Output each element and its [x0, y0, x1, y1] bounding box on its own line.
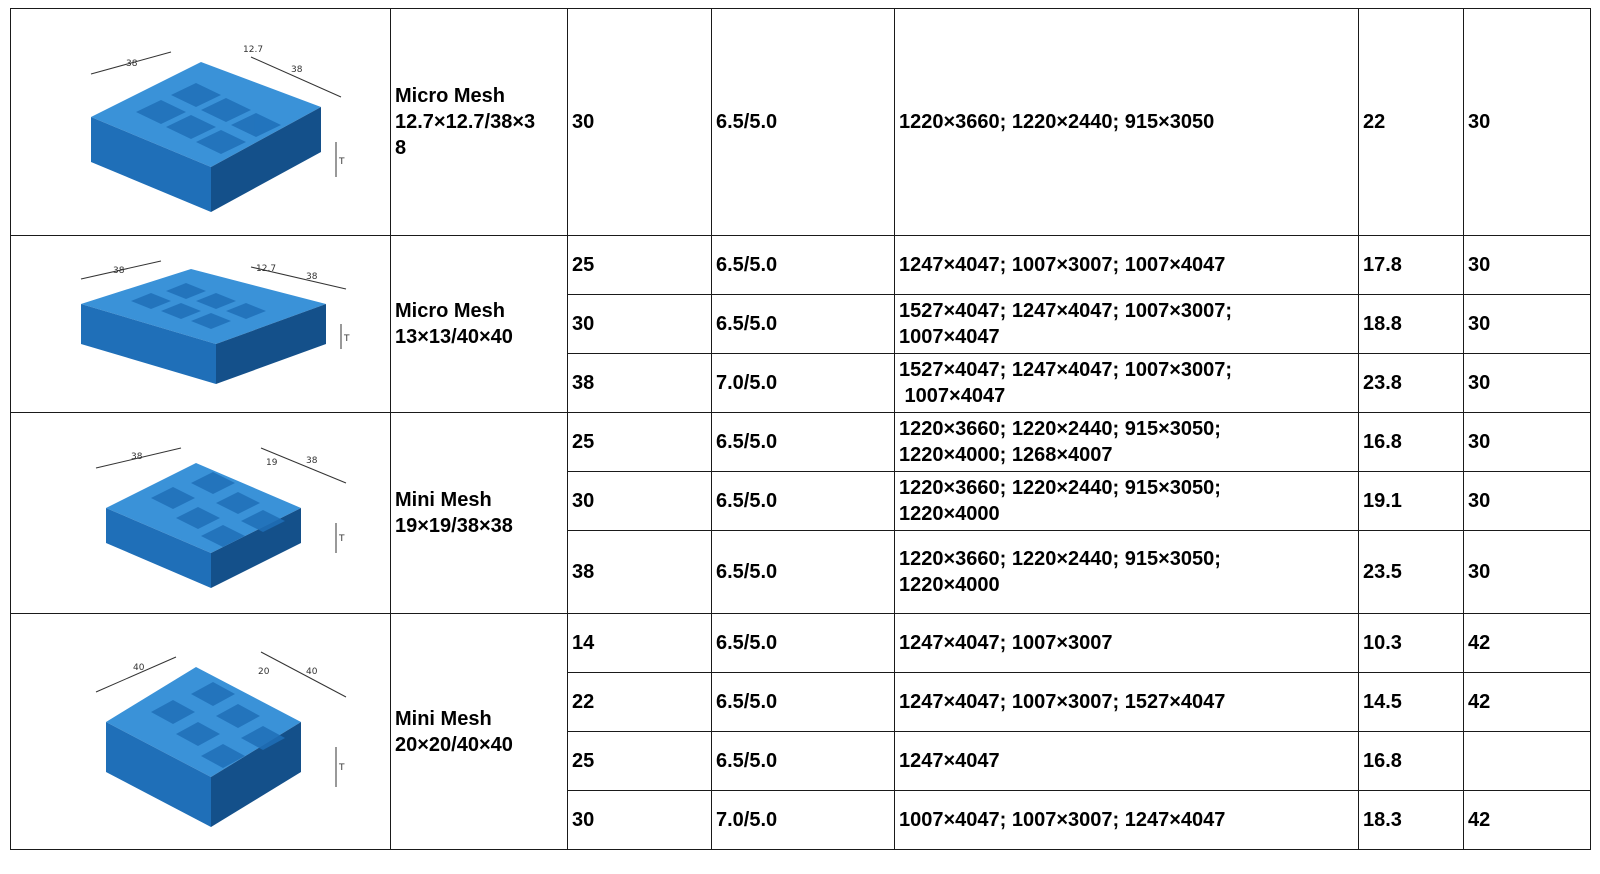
dimension-label: 38 — [305, 456, 317, 466]
load-cell: 6.5/5.0 — [712, 413, 895, 472]
sizes-cell — [895, 354, 1359, 413]
thickness-cell: 30 — [568, 9, 712, 236]
size-line: 1220×3660; 1220×2440; 915×3050 — [899, 111, 1215, 133]
model-spec: 12.7×12.7/38×3 — [395, 111, 536, 133]
thickness-cell: 25 — [568, 236, 712, 295]
load-cell: 7.0/5.0 — [712, 354, 895, 413]
dimension-label: 12.7 — [242, 45, 263, 55]
weight-cell: 18.3 — [1359, 791, 1464, 850]
product-drawing-cell — [11, 614, 391, 850]
sizes-cell — [895, 9, 1359, 236]
dimension-label: T — [343, 334, 349, 344]
size-line: 1220×4000 — [899, 503, 1000, 525]
model-spec: 13×13/40×40 — [395, 326, 513, 348]
load-cell: 6.5/5.0 — [712, 732, 895, 791]
size-line: 1220×3660; 1220×2440; 915×3050; — [899, 477, 1221, 499]
micro-mesh-grating-drawing-icon — [51, 22, 351, 222]
dimension-label: 38 — [305, 272, 317, 282]
thickness-cell: 38 — [568, 531, 712, 614]
load-cell: 6.5/5.0 — [712, 295, 895, 354]
load-cell: 6.5/5.0 — [712, 673, 895, 732]
sizes-cell — [895, 472, 1359, 531]
dimension-label: T — [338, 762, 344, 773]
size-line: 1007×4047 — [899, 326, 1000, 348]
model-spec: 20×20/40×40 — [395, 733, 513, 756]
open-area-cell: 30 — [1464, 295, 1591, 354]
product-drawing-cell — [11, 236, 391, 413]
size-line: 1247×4047; 1007×3007; 1007×4047 — [899, 254, 1226, 276]
micro-mesh-grating-drawing-icon — [51, 249, 351, 399]
thickness-cell: 14 — [568, 614, 712, 673]
thickness-cell: 30 — [568, 472, 712, 531]
thickness-cell: 25 — [568, 413, 712, 472]
weight-cell: 10.3 — [1359, 614, 1464, 673]
open-area-cell: 42 — [1464, 673, 1591, 732]
load-cell: 7.0/5.0 — [712, 791, 895, 850]
sizes-cell — [895, 295, 1359, 354]
weight-cell: 19.1 — [1359, 472, 1464, 531]
dimension-label: 38 — [125, 59, 137, 69]
model-name: Mini Mesh — [395, 489, 492, 511]
size-line: 1007×4047 — [899, 385, 1006, 407]
size-line: 1220×4000; 1268×4007 — [899, 444, 1113, 466]
dimension-label: 12.7 — [255, 264, 276, 274]
open-area-cell: 30 — [1464, 472, 1591, 531]
dimension-label: 38 — [290, 65, 302, 75]
model-spec-cont: 8 — [395, 137, 407, 159]
open-area-cell: 30 — [1464, 9, 1591, 236]
size-line: 1247×4047; 1007×3007; 1527×4047 — [899, 691, 1226, 713]
thickness-cell: 22 — [568, 673, 712, 732]
sizes-cell — [895, 531, 1359, 614]
model-name: Micro Mesh — [395, 300, 506, 322]
dimension-label: 40 — [305, 666, 317, 677]
weight-cell: 16.8 — [1359, 413, 1464, 472]
mini-mesh-grating-drawing-icon — [51, 622, 351, 842]
size-line: 1247×4047 — [899, 750, 1000, 772]
model-cell — [391, 9, 568, 236]
size-line: 1007×4047; 1007×3007; 1247×4047 — [899, 809, 1226, 831]
load-cell: 6.5/5.0 — [712, 614, 895, 673]
size-line: 1220×3660; 1220×2440; 915×3050; — [899, 418, 1221, 440]
weight-cell: 22 — [1359, 9, 1464, 236]
open-area-cell: 30 — [1464, 531, 1591, 614]
sizes-cell — [895, 732, 1359, 791]
weight-cell: 23.5 — [1359, 531, 1464, 614]
open-area-cell: 30 — [1464, 236, 1591, 295]
size-line: 1247×4047; 1007×3007 — [899, 632, 1113, 654]
open-area-cell: 42 — [1464, 791, 1591, 850]
size-line: 1220×4000 — [899, 574, 1000, 596]
sizes-cell — [895, 236, 1359, 295]
size-line: 1220×3660; 1220×2440; 915×3050; — [899, 548, 1221, 570]
model-spec: 19×19/38×38 — [395, 515, 513, 537]
weight-cell: 16.8 — [1359, 732, 1464, 791]
sizes-cell — [895, 791, 1359, 850]
dimension-label: 20 — [257, 666, 269, 677]
thickness-cell: 30 — [568, 295, 712, 354]
weight-cell: 17.8 — [1359, 236, 1464, 295]
open-area-cell — [1464, 732, 1591, 791]
model-cell — [391, 236, 568, 413]
model-name: Micro Mesh — [395, 85, 506, 107]
model-cell — [391, 413, 568, 614]
load-cell: 6.5/5.0 — [712, 236, 895, 295]
open-area-cell: 30 — [1464, 413, 1591, 472]
table-row — [11, 236, 1591, 295]
dimension-label: 38 — [130, 452, 142, 462]
dimension-label: 38 — [112, 266, 124, 276]
sizes-cell — [895, 413, 1359, 472]
weight-cell: 14.5 — [1359, 673, 1464, 732]
model-cell — [391, 614, 568, 850]
weight-cell: 23.8 — [1359, 354, 1464, 413]
product-drawing-cell — [11, 9, 391, 236]
open-area-cell: 30 — [1464, 354, 1591, 413]
dimension-label: 40 — [132, 662, 144, 673]
sizes-cell — [895, 673, 1359, 732]
load-cell: 6.5/5.0 — [712, 472, 895, 531]
dimension-label: T — [338, 534, 344, 544]
dimension-label: 19 — [265, 458, 277, 468]
mini-mesh-grating-drawing-icon — [51, 423, 351, 603]
thickness-cell: 25 — [568, 732, 712, 791]
table-row — [11, 9, 1591, 236]
size-line: 1527×4047; 1247×4047; 1007×3007; — [899, 300, 1233, 322]
model-name: Mini Mesh — [395, 707, 492, 730]
size-line: 1527×4047; 1247×4047; 1007×3007; — [899, 359, 1233, 381]
thickness-cell: 30 — [568, 791, 712, 850]
product-drawing-cell — [11, 413, 391, 614]
grating-spec-table — [10, 8, 1591, 850]
load-cell: 6.5/5.0 — [712, 9, 895, 236]
table-row — [11, 614, 1591, 673]
open-area-cell: 42 — [1464, 614, 1591, 673]
weight-cell: 18.8 — [1359, 295, 1464, 354]
load-cell: 6.5/5.0 — [712, 531, 895, 614]
thickness-cell: 38 — [568, 354, 712, 413]
table-row — [11, 413, 1591, 472]
sizes-cell — [895, 614, 1359, 673]
dimension-label: T — [338, 157, 344, 167]
